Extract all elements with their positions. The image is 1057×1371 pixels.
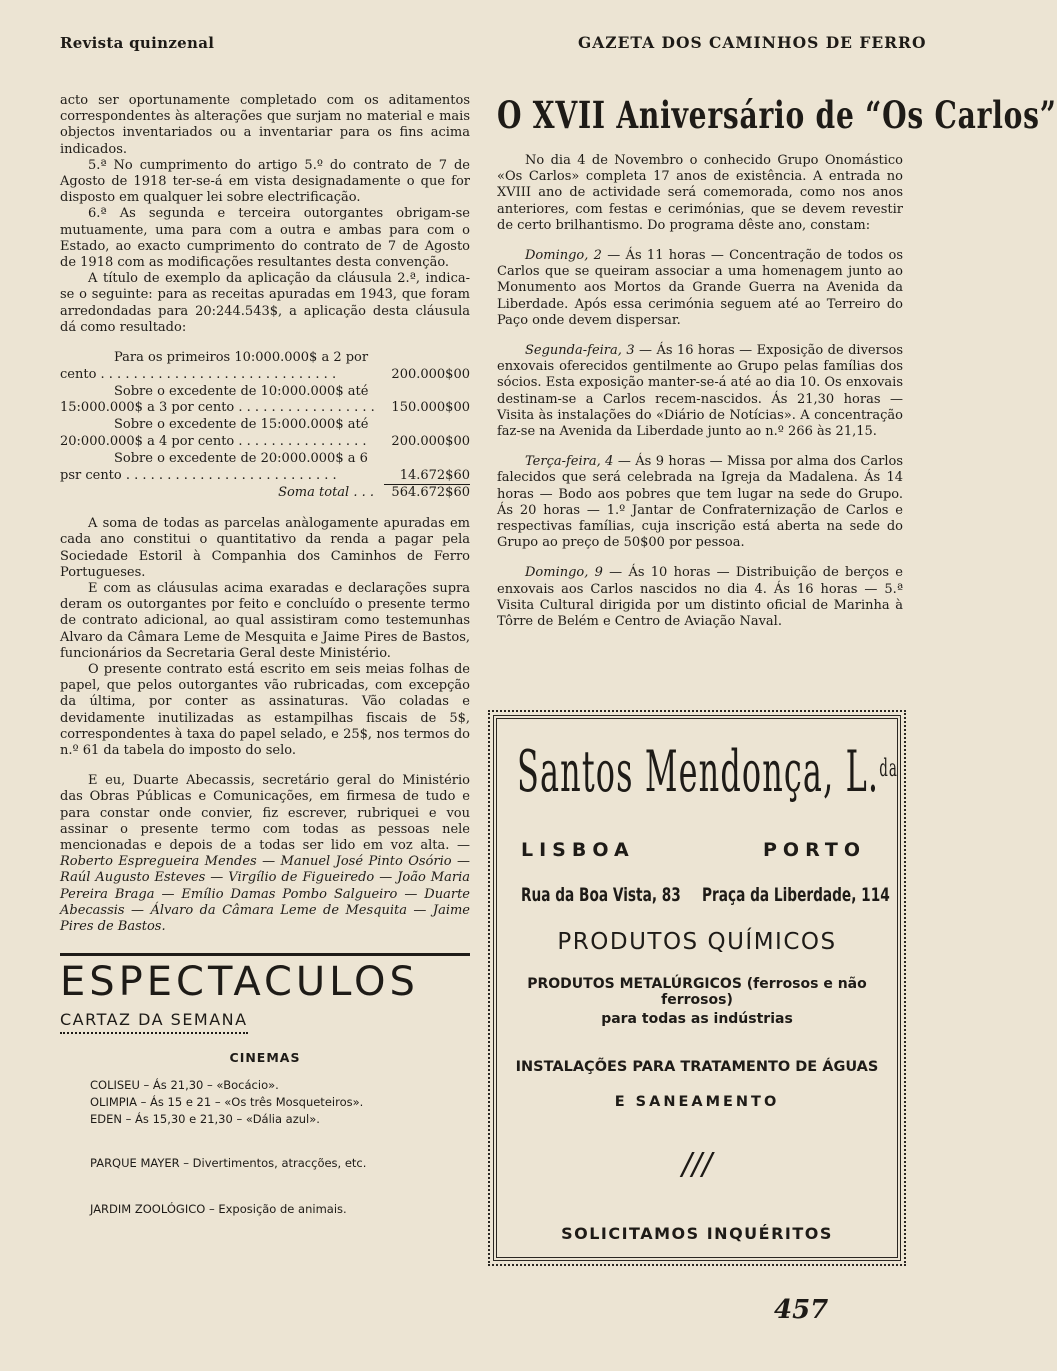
article-title: O XVII Aniversário de “Os Carlos” [497, 93, 1057, 137]
programme-day-label: Domingo, 9 [525, 565, 603, 581]
slash-ornament: /// [681, 1147, 713, 1182]
calc-value: 14.672$60 [399, 467, 470, 483]
calculation-table [60, 350, 470, 502]
total-value: 564.672$60 [391, 485, 470, 501]
right-column [497, 93, 1057, 630]
industries-line: para todas as indústrias [601, 1011, 793, 1027]
article-intro: No dia 4 de Novembro o conhecido Grupo Onomástico «Os Carlos» completa 17 anos de existência. A entrada no XVIII ano de actividade será comemorada, como nos anos anteriores, com festas e cerimónias, que se devem revestir de certo brilhantismo. Do programa dêste ano, constam: [497, 153, 903, 233]
signatories: Roberto Espregueira Mendes — Manuel José Pinto Osório — Raúl Augusto Esteves — Virgílio de Figueiredo — João Maria Pereira Braga — Emílio Damas Pombo Salgueiro — Duarte Abecassis — Álvaro da Câmara Leme de Mesquita — Jaime Pires de Bastos. [60, 854, 470, 935]
contract-paragraph: E com as cláusulas acima exaradas e declarações supra deram os outorgantes por feito e concluído o presente termo de contrato adicional, ao qual assistiram como testemunhas Alvaro da Câmara Leme de Mesquita e Jaime Pires de Bastos, funcionários da Secretaria Geral deste Ministério. [60, 581, 470, 661]
total-label: Soma total . . . [278, 485, 374, 501]
sanitation-line: E SANEAMENTO [614, 1094, 780, 1110]
running-header-right: GAZETA DOS CAMINHOS DE FERRO [578, 33, 927, 52]
calc-row: psr cento . . . . . . . . . . . . . . . . . . . . . . . . . . 14.672$60 [60, 467, 470, 483]
calc-value: 200.000$00 [391, 366, 470, 382]
cinema-item: OLIMPIA – Ás 15 e 21 – «Os três Mosqueteiros». [90, 1095, 364, 1110]
parque-mayer-entry: PARQUE MAYER – Divertimentos, atracções, etc. [90, 1156, 367, 1171]
cinemas-heading: CINEMAS [229, 1050, 301, 1066]
signature-paragraph: E eu, Duarte Abecassis, secretário geral do Ministério das Obras Públicas e Comunicações, em firmesa de tudo e para constar onde convier, fiz escrever, rubriquei e vou assinar o presente termo com todas as pessoas nele mencionadas e depois de a todas ser lido em voz alta. — Roberto Espregueira Mendes — Manuel José Pinto Osório — Raúl Augusto Esteves — Virgílio de Figueiredo — João Maria Pereira Braga — Emílio Damas Pombo Salgueiro — Duarte Abecassis — Álvaro da Câmara Leme de Mesquita — Jaime Pires de Bastos. [60, 773, 470, 935]
contract-paragraph: acto ser oportunamente completado com os aditamentos correspondentes às alterações que surjam no material e mais objectos inventariados ou a inventariar para os fins acima indicados. [60, 93, 470, 157]
calc-row: Sobre o excedente de 20:000.000$ a 6 [114, 450, 368, 466]
spectacles-subtitle: CARTAZ DA SEMANA [60, 1010, 248, 1034]
advertiser-name: Santos Mendonça, L.$^{da}$ [517, 739, 899, 805]
programme-day: Terça-feira, 4 — Ás 9 horas — Missa por alma dos Carlos falecidos que será celebrada na Igreja da Madalena. Ás 14 horas — Bodo aos pobres que tem lugar na sede do Grupo. Ás 20 horas — 1.º Jantar de Confraternização de Carlos e respectivas famílias, cuja inscrição está aberta na sede do Grupo ao preço de 50$00 por pessoa. [497, 454, 903, 551]
contract-paragraph: O presente contrato está escrito em seis meias folhas de papel, que pelos outorgantes vão rubricadas, com excepção da última, por conter as assinaturas. Vão coladas e devidamente inutilizadas as estampilhas fiscais de 5$, correspondentes à taxa do papel selado, e 25$, nos termos do n.º 61 da tabela do imposto do selo. [60, 662, 470, 759]
metallurgical-products: PRODUTOS METALÚRGICOS (ferrosos e não ferrosos) [527, 976, 867, 1008]
city-porto: PORTO [763, 839, 866, 861]
programme-day-label: Terça-feira, 4 [525, 454, 614, 470]
installations-line: INSTALAÇÕES PARA TRATAMENTO DE ÁGUAS [515, 1059, 879, 1075]
contract-paragraph: A soma de todas as parcelas anàlogamente apuradas em cada ano constitui o quantitativo da renda a pagar pela Sociedade Estoril à Companhia dos Caminhos de Ferro Portugueses. [60, 516, 470, 580]
advertiser-name-suffix: da [879, 754, 899, 782]
section-rule [60, 953, 470, 956]
calc-value: 150.000$00 [391, 400, 470, 416]
calc-row: Sobre o excedente de 10:000.000$ até [114, 383, 369, 399]
chemical-products: PRODUTOS QUÍMICOS [557, 929, 837, 955]
calc-total-row [60, 485, 470, 502]
contract-paragraph: 6.ª As segunda e terceira outorgantes obrigam-se mutuamente, uma para com a outra e ambas para com o Estado, ao exacto cumprimento do contrato de 7 de Agosto de 1918 com as modificações resultantes desta convenção. [60, 206, 470, 271]
cinema-list [60, 1077, 470, 1128]
calc-row: Sobre o excedente de 15:000.000$ até [114, 417, 369, 433]
advertisement [493, 715, 901, 1261]
left-column [60, 93, 470, 1216]
programme-day: Domingo, 2 — Ás 11 horas — Concentração de todos os Carlos que se queiram associar a uma homenagem junto ao Monumento aos Mortos da Grande Guerra na Avenida da Liberdade. Após essa cerimónia seguem até ao Terreiro do Paço onde devem dispersar. [497, 248, 903, 328]
calc-value: 200.000$00 [391, 434, 470, 450]
programme-day: Domingo, 9 — Ás 10 horas — Distribuição de berços e enxovais aos Carlos nascidos no dia 4. Ás 16 horas — 5.ª Visita Cultural dirigida por um distinto oficial de Marinha à Tôrre de Belém e Centro de Aviação Naval. [497, 565, 903, 630]
calc-row: 15:000.000$ a 3 por cento . . . . . . . . . . . . . . . . . 150.000$00 [60, 400, 470, 416]
cinema-item: COLISEU – Ás 21,30 – «Bocácio». [90, 1078, 279, 1093]
enquiries-line: SOLICITAMOS INQUÉRITOS [561, 1224, 833, 1243]
programme-day: Segunda-feira, 3 — Ás 16 horas — Exposição de diversos enxovais oferecidos gentilmente ao Grupo pelas famílias dos sócios. Esta exposição manter-se-á até ao dia 10. Os enxovais destinam-se a Carlos recem-nascidos. Ás 21,30 horas — Visita às instalações do «Diário de Notícias». A concentração faz-se na Avenida da Liberdade junto ao n.º 266 às 21,15. [497, 343, 903, 440]
cinema-item: EDEN – Ás 15,30 e 21,30 – «Dália azul». [90, 1112, 320, 1127]
address-lisboa: Rua da Boa Vista, 83 [521, 884, 681, 906]
page-number: 457 [774, 1295, 829, 1325]
spectacles-title: ESPECTACULOS [60, 959, 419, 1006]
contract-paragraph: 5.ª No cumprimento do artigo 5.º do contrato de 7 de Agosto de 1918 ter-se-á em vista designadamente o que for disposto em qualquer lei sobre electrificação. [60, 157, 470, 206]
contract-paragraph: A título de exemplo da aplicação da cláusula 2.ª, indica-se o seguinte: para as receitas apuradas em 1943, que foram arredondadas para 20:244.543$, a aplicação desta cláusula dá como resultado: [60, 271, 470, 335]
city-lisboa: LISBOA [521, 839, 635, 861]
jardim-zoologico-entry: JARDIM ZOOLÓGICO – Exposição de animais. [90, 1202, 347, 1217]
calc-row: cento . . . . . . . . . . . . . . . . . . . . . . . . . . . . . 200.000$00 [60, 366, 470, 382]
calc-row: 20:000.000$ a 4 por cento . . . . . . . . . . . . . . . . 200.000$00 [60, 434, 470, 450]
calc-row: Para os primeiros 10:000.000$ a 2 por [114, 350, 369, 366]
programme-day-label: Domingo, 2 [525, 248, 602, 264]
address-porto: Praça da Liberdade, 114 [702, 884, 890, 906]
running-header-left: Revista quinzenal [60, 34, 215, 52]
programme-day-label: Segunda-feira, 3 [525, 343, 635, 359]
